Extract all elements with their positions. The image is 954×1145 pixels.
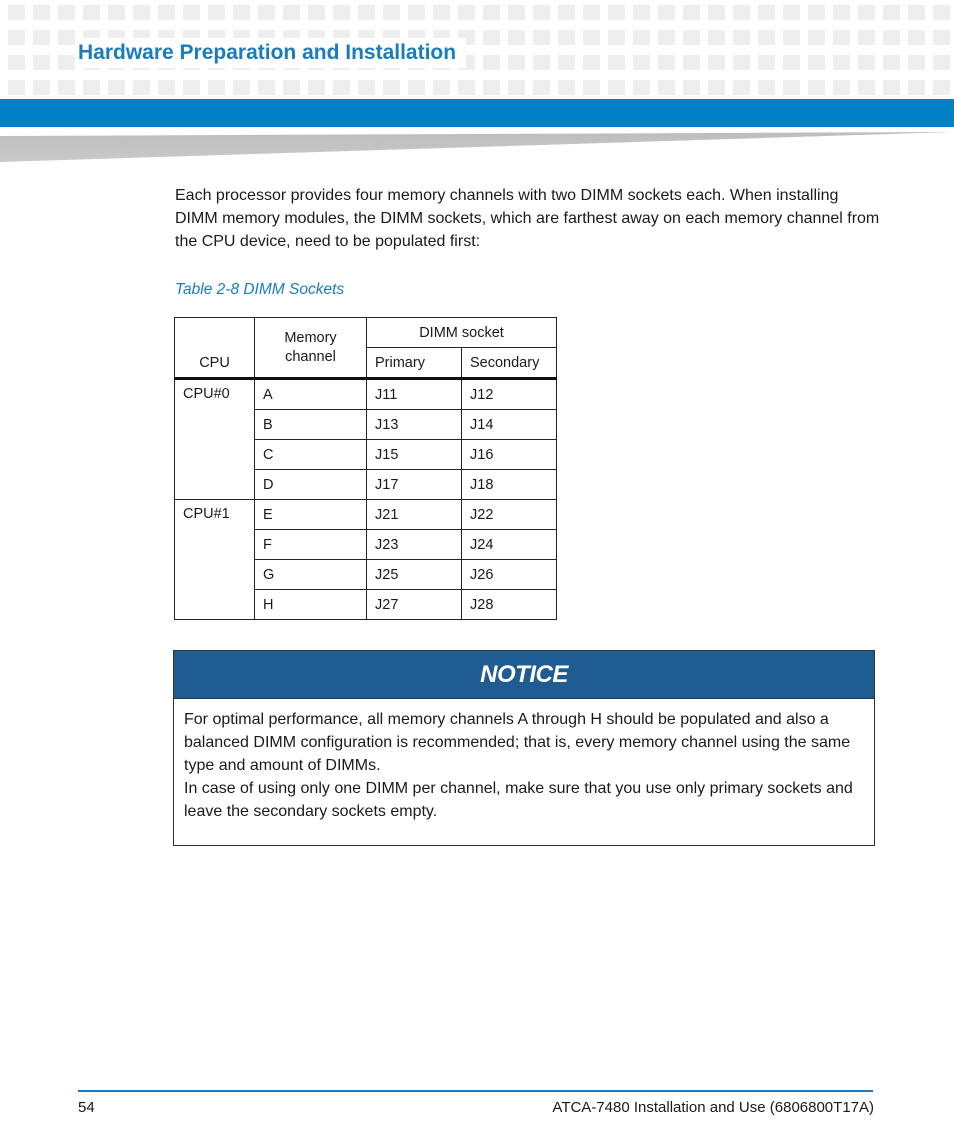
header-memory-channel: Memory channel [255,318,367,379]
notice-box [173,650,875,846]
cell-primary: J25 [367,560,462,590]
cell-secondary: J22 [462,500,557,530]
header-dimm-socket: DIMM socket [367,318,557,348]
header-secondary: Secondary [462,348,557,379]
table-row [175,500,557,530]
cell-secondary: J14 [462,410,557,440]
header-blue-bar [0,99,954,127]
cell-cpu: CPU#1 [175,500,255,620]
page-section-title: Hardware Preparation and Installation [78,38,466,68]
cell-channel: A [255,379,367,410]
notice-paragraph-2: In case of using only one DIMM per channel, make sure that you use only primary sockets and leave the secondary sockets empty. [184,780,853,820]
header-gray-band [0,132,954,162]
cell-secondary: J16 [462,440,557,470]
table-body [175,379,557,620]
cell-primary: J15 [367,440,462,470]
cell-channel: F [255,530,367,560]
page-number: 54 [78,1099,95,1116]
cell-channel: H [255,590,367,620]
document-reference: ATCA-7480 Installation and Use (6806800T17A) [552,1099,874,1116]
cell-secondary: J26 [462,560,557,590]
header-primary: Primary [367,348,462,379]
cell-primary: J13 [367,410,462,440]
cell-primary: J27 [367,590,462,620]
notice-paragraph-1: For optimal performance, all memory channels A through H should be populated and also a balanced DIMM configuration is recommended; that is, every memory channel using the same type and amount of DIMMs. [184,711,851,774]
cell-primary: J17 [367,470,462,500]
cell-channel: C [255,440,367,470]
cell-channel: E [255,500,367,530]
cell-primary: J23 [367,530,462,560]
notice-header [174,651,874,699]
cell-secondary: J18 [462,470,557,500]
table-row [175,379,557,410]
notice-body [174,699,874,823]
cell-secondary: J28 [462,590,557,620]
cell-secondary: J12 [462,379,557,410]
cell-channel: D [255,470,367,500]
cell-channel: G [255,560,367,590]
dimm-socket-table [174,317,557,620]
notice-title: NOTICE [480,660,568,688]
cell-primary: J21 [367,500,462,530]
intro-paragraph: Each processor provides four memory channels with two DIMM sockets each. When installing DIMM memory modules, the DIMM sockets, which are farthest away on each memory channel from the CPU device, need to be populated first: [175,187,880,250]
header-cpu: CPU [175,318,255,379]
cell-secondary: J24 [462,530,557,560]
footer-rule [78,1090,873,1092]
table-caption: Table 2-8 DIMM Sockets [175,281,345,298]
cell-primary: J11 [367,379,462,410]
cell-cpu: CPU#0 [175,379,255,500]
cell-channel: B [255,410,367,440]
